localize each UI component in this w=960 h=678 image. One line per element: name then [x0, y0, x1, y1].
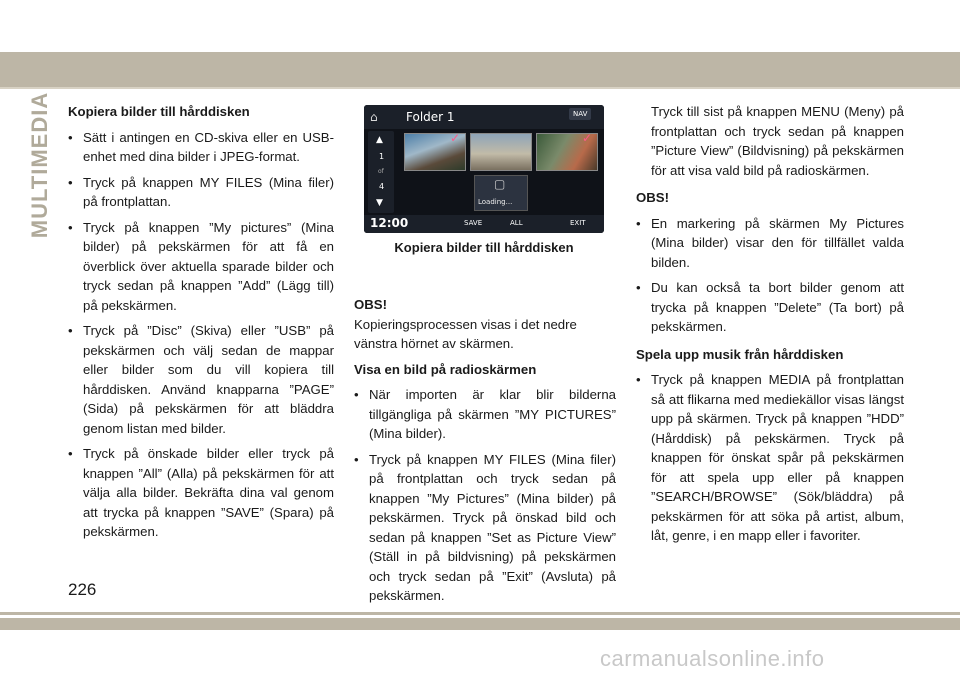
header-rule — [0, 87, 960, 89]
bullet-item: • Tryck på knappen ”My pictures” (Mina bilder) på pekskärmen för att få en överblick över aktuella sparade bilder och tryck sedan på knappen ”Add” (Lägg till) på pekskärmen. — [68, 218, 334, 316]
page-number: 226 — [68, 580, 97, 599]
page-top-margin — [0, 0, 960, 55]
bullet-item: • Tryck på knappen MY FILES (Mina filer) på frontplattan och tryck sedan på knappen ”My Pictures” (Mina bilder) på pekskärmen. Tryck på önskad bild och sedan på knappen ”Set as Picture View” (Ställ in på bildvisning) på pekskärmen och tryck sedan på ”Exit” (Avsluta) på pekskärmen. — [354, 450, 616, 606]
save-button-label: SAVE — [464, 219, 483, 227]
watermark: carmanualsonline.info — [600, 646, 825, 671]
nav-badge: NAV — [569, 108, 591, 120]
heading-show-image: Visa en bild på radioskärmen — [354, 361, 537, 377]
page-total: 4 — [379, 182, 385, 191]
home-icon: ⌂ — [370, 110, 378, 124]
section-tab — [27, 91, 52, 239]
footer-rule — [0, 612, 960, 615]
lead-paragraph: Tryck till sist på knappen MENU (Meny) på frontplattan och tryck sedan på knappen ”Picture View” (Bildvisning) på pekskärmen för att visa vald bild på radioskärmen. — [651, 104, 904, 178]
clock: 12:00 — [370, 216, 409, 230]
bullet-item: • En markering på skärmen My Pictures (Mina bilder) visar den för tillfället valda bilden. — [636, 214, 904, 273]
page-of: of — [378, 168, 384, 175]
column-2 — [354, 295, 616, 612]
screen-title-bar — [364, 105, 604, 129]
obs-heading: OBS! — [636, 190, 669, 205]
bullet-item: • Sätt i antingen en CD-skiva eller en USB-enhet med dina bilder i JPEG-format. — [68, 128, 334, 167]
bullet-item: • Du kan också ta bort bilder genom att trycka på knappen ”Delete” (Ta bort) på pekskärmen. — [636, 278, 904, 337]
page-up-icon: ▲ — [376, 135, 383, 145]
checkmark-icon: ✓ — [450, 131, 461, 145]
heading-play-music: Spela upp musik från hårddisken — [636, 346, 844, 362]
checkmark-icon: ✓ — [582, 131, 593, 145]
header-band — [0, 52, 960, 87]
column-1 — [68, 102, 334, 548]
all-button-label: ALL — [510, 219, 523, 227]
bullet-item: • Tryck på önskade bilder eller tryck på knappen ”All” (Alla) på pekskärmen för att välja alla bilder. Bekräfta dina val genom att trycka på knappen ”SAVE” (Spara) på pekskärmen. — [68, 444, 334, 542]
footer-band — [0, 618, 960, 630]
obs-text: Kopieringsprocessen visas i det nedre vänstra hörnet av skärmen. — [354, 316, 577, 351]
obs-heading: OBS! — [354, 297, 387, 312]
bullet-item: • Tryck på ”Disc” (Skiva) eller ”USB” på pekskärmen och välj sedan de mappar eller bilder som du vill kopiera till hårddisken. Använd knapparna ”PAGE” (Sida) på pekskärmen för att bläddra genom listan med bilder. — [68, 321, 334, 438]
bullet-item: • När importen är klar blir bilderna tillgängliga på skärmen ”MY PICTURES” (Mina bilder). — [354, 385, 616, 444]
bullet-item: • Tryck på knappen MEDIA på frontplattan så att flikarna med mediekällor visas längst upp på skärmen. Tryck på knappen ”HDD” (Hårddisk) på pekskärmen. Tryck på knappen för önskat spår på pekskärmen för att spela upp eller på knappen ”SEARCH/BROWSE” (Sök/bläddra) på pekskärmen för att söka på artist, album, låt, genre, i en mapp eller i favoriter. — [636, 370, 904, 546]
section-tab-label: MULTIMEDIA — [27, 91, 52, 239]
exit-button-label: EXIT — [570, 219, 586, 227]
figure-caption: Kopiera bilder till hårddisken — [394, 240, 574, 255]
image-thumbnail — [470, 133, 532, 171]
loading-label: Loading... — [478, 198, 513, 206]
page-down-icon: ▼ — [376, 198, 383, 208]
page-current: 1 — [379, 152, 385, 161]
column-3 — [636, 102, 904, 552]
folder-title: Folder 1 — [406, 110, 455, 124]
heading-copy-images: Kopiera bilder till hårddisken — [68, 104, 250, 119]
bullet-item: • Tryck på knappen MY FILES (Mina filer) på frontplattan. — [68, 173, 334, 212]
radio-screen-figure — [364, 105, 604, 233]
file-icon: ▢ — [494, 177, 506, 191]
